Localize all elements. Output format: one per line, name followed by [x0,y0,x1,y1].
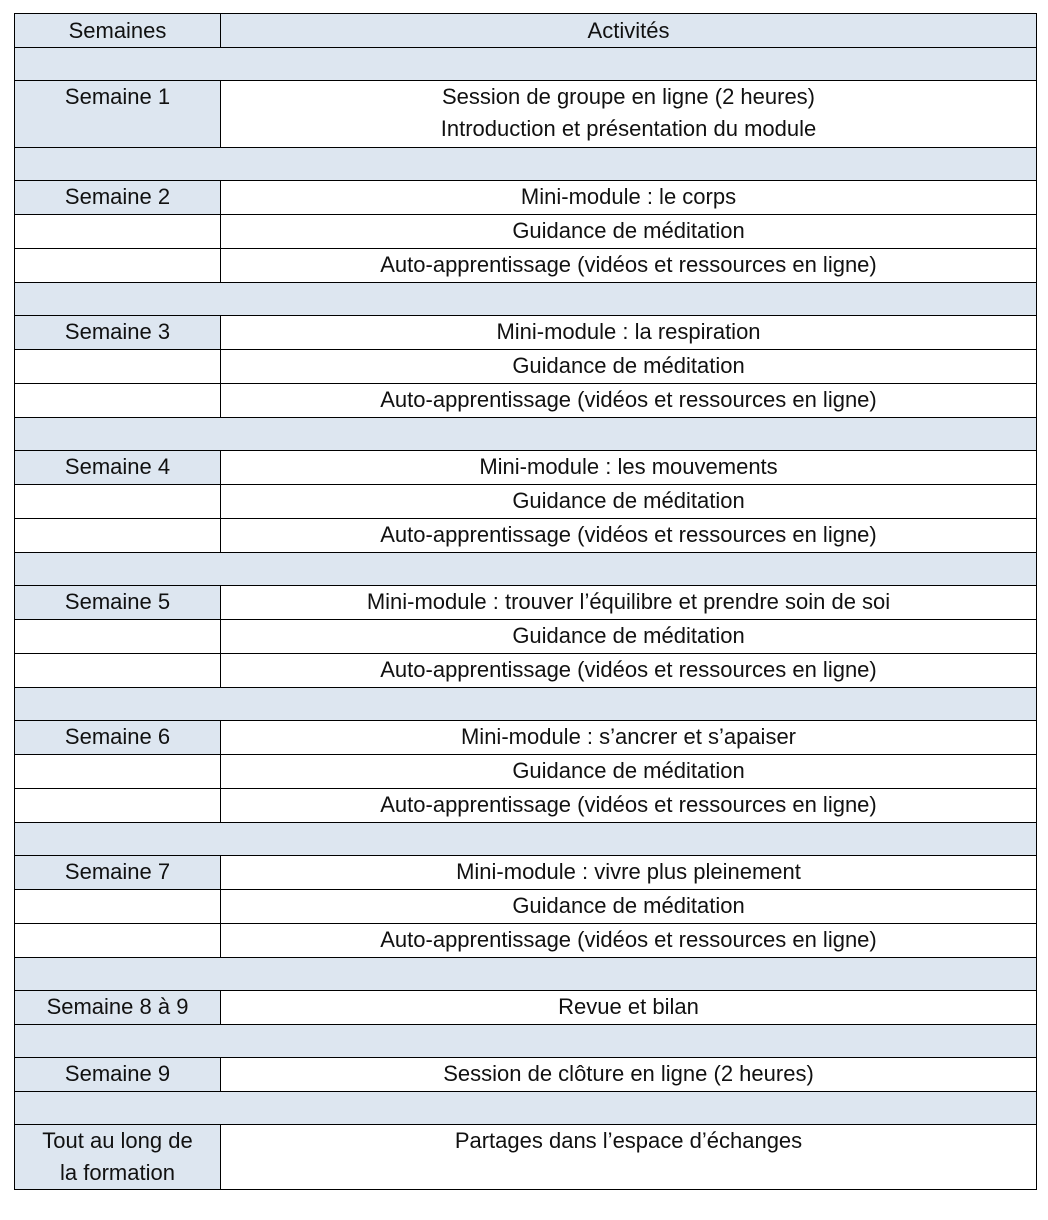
activity-self-study: Auto-apprentissage (vidéos et ressources en ligne) [221,789,1037,823]
activity-row [15,890,1037,924]
spacer-row [15,823,1037,856]
spacer-cell [15,553,1037,586]
activity-self-study: Auto-apprentissage (vidéos et ressources en ligne) [221,924,1037,958]
activity-row [15,755,1037,789]
spacer-cell [15,823,1037,856]
week-label: Semaine 7 [15,856,221,890]
activity-guidance: Guidance de méditation [221,485,1037,519]
activity-guidance: Guidance de méditation [221,620,1037,654]
blank-cell [15,890,221,924]
final-activity: Partages dans l’espace d’échanges [221,1125,1037,1190]
activity-self-study: Auto-apprentissage (vidéos et ressources en ligne) [221,249,1037,283]
activity-row [15,620,1037,654]
blank-cell [15,755,221,789]
activity-cell [221,81,1037,148]
week-row [15,81,1037,148]
activity-row [15,249,1037,283]
activity-review: Revue et bilan [221,991,1037,1025]
header-row [15,14,1037,48]
spacer-cell [15,1025,1037,1058]
spacer-cell [15,688,1037,721]
spacer-cell [15,48,1037,81]
header-weeks: Semaines [15,14,221,48]
week-row [15,721,1037,755]
activity-row [15,519,1037,553]
final-label-line: la formation [60,1160,175,1185]
spacer-row [15,958,1037,991]
activity-row [15,789,1037,823]
spacer-row [15,1092,1037,1125]
week-label: Semaine 3 [15,316,221,350]
spacer-cell [15,1092,1037,1125]
spacer-cell [15,283,1037,316]
spacer-row [15,48,1037,81]
week-row [15,1058,1037,1092]
final-label-line: Tout au long de [42,1128,193,1153]
activity-module: Mini-module : trouver l’équilibre et prendre soin de soi [221,586,1037,620]
activity-line: Introduction et présentation du module [440,116,817,141]
activity-row [15,654,1037,688]
week-row [15,316,1037,350]
activity-guidance: Guidance de méditation [221,350,1037,384]
activity-closing: Session de clôture en ligne (2 heures) [221,1058,1037,1092]
blank-cell [15,249,221,283]
blank-cell [15,215,221,249]
spacer-row [15,688,1037,721]
activity-guidance: Guidance de méditation [221,890,1037,924]
activity-self-study: Auto-apprentissage (vidéos et ressources en ligne) [221,519,1037,553]
activity-module: Mini-module : le corps [221,181,1037,215]
week-row [15,586,1037,620]
activity-guidance: Guidance de méditation [221,755,1037,789]
week-label: Semaine 1 [15,81,221,148]
activity-row [15,384,1037,418]
spacer-cell [15,148,1037,181]
blank-cell [15,620,221,654]
activity-row [15,215,1037,249]
blank-cell [15,519,221,553]
activity-module: Mini-module : la respiration [221,316,1037,350]
activity-self-study: Auto-apprentissage (vidéos et ressources en ligne) [221,654,1037,688]
header-activities: Activités [221,14,1037,48]
blank-cell [15,384,221,418]
activity-module: Mini-module : s’ancrer et s’apaiser [221,721,1037,755]
week-row [15,991,1037,1025]
week-label: Semaine 6 [15,721,221,755]
activity-row [15,485,1037,519]
week-row [15,451,1037,485]
spacer-row [15,283,1037,316]
spacer-row [15,418,1037,451]
schedule-table [14,13,1037,1190]
activity-module: Mini-module : vivre plus pleinement [221,856,1037,890]
week-label: Semaine 9 [15,1058,221,1092]
week-row [15,856,1037,890]
spacer-row [15,553,1037,586]
week-label: Semaine 5 [15,586,221,620]
week-label: Semaine 8 à 9 [15,991,221,1025]
activity-row [15,350,1037,384]
week-label: Semaine 2 [15,181,221,215]
activity-guidance: Guidance de méditation [221,215,1037,249]
spacer-cell [15,418,1037,451]
spacer-row [15,1025,1037,1058]
activity-self-study: Auto-apprentissage (vidéos et ressources en ligne) [221,384,1037,418]
blank-cell [15,485,221,519]
activity-module: Mini-module : les mouvements [221,451,1037,485]
week-label: Semaine 4 [15,451,221,485]
week-row [15,181,1037,215]
activity-row [15,924,1037,958]
final-label [15,1125,221,1190]
activity-line: Session de groupe en ligne (2 heures) [441,84,816,109]
blank-cell [15,789,221,823]
blank-cell [15,654,221,688]
blank-cell [15,924,221,958]
final-row [15,1125,1037,1190]
spacer-cell [15,958,1037,991]
spacer-row [15,148,1037,181]
blank-cell [15,350,221,384]
